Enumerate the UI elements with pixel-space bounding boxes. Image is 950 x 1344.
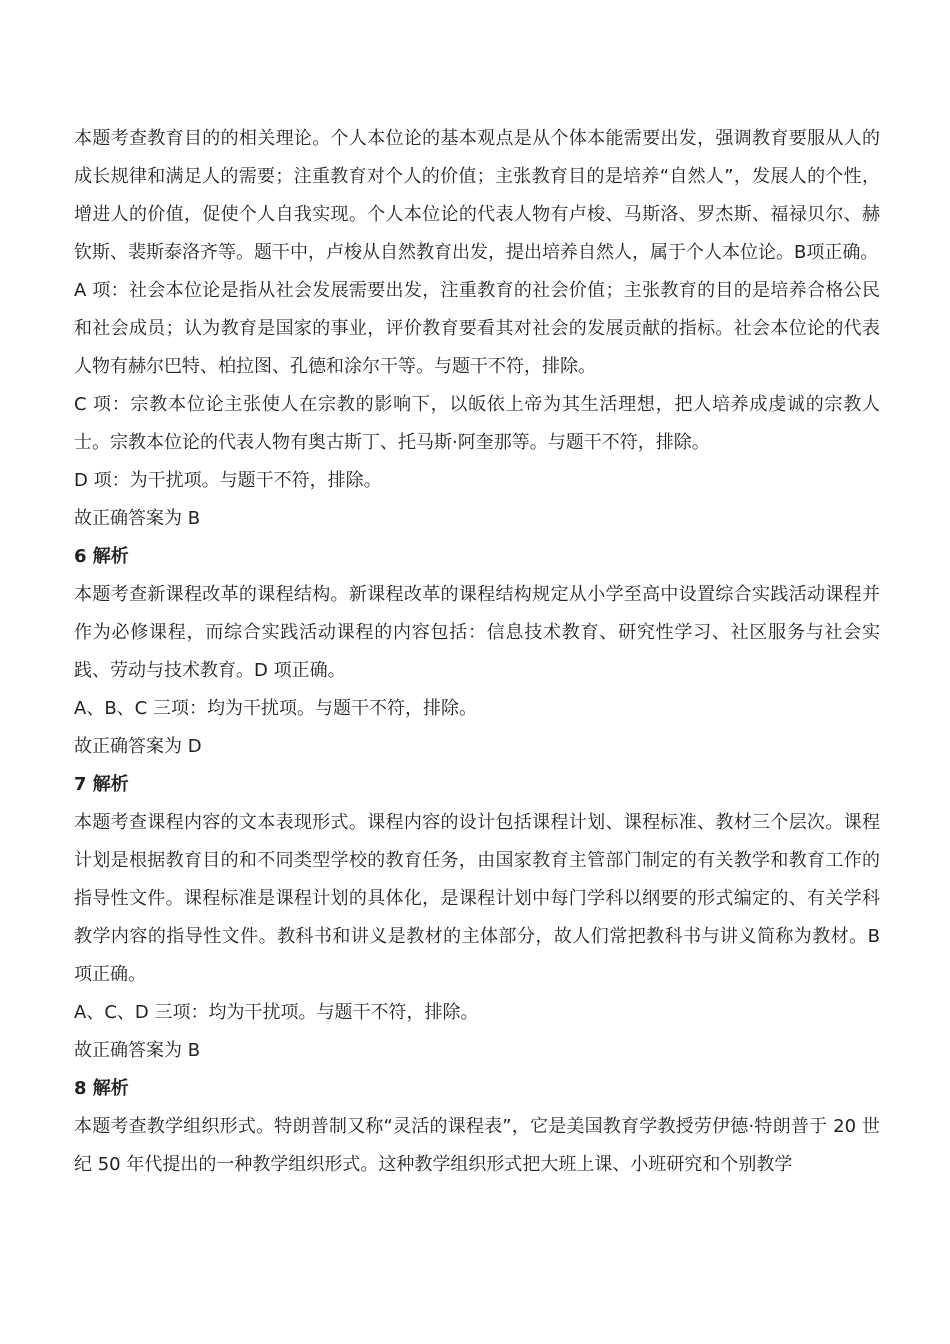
- document-page: [74, 120, 880, 1184]
- paragraph-6-options: A、B、C 三项：均为干扰项。与题干不符，排除。: [74, 698, 477, 719]
- paragraph-7-explanation: 本题考查课程内容的文本表现形式。课程内容的设计包括课程计划、课程标准、教材三个层次。课程计划是根据教育目的和不同类型学校的教育任务，由国家教育主管部门制定的有关教学和教育工作的指导性文件。课程标准是课程计划的具体化，是课程计划中每门学科以纲要的形式编定的、有关学科教学内容的指导性文件。教科书和讲义是教材的主体部分，故人们常把教科书与讲义简称为教材。B 项正确。: [74, 812, 880, 985]
- paragraph-answer-6: 故正确答案为 D: [74, 736, 202, 757]
- heading-8-analysis: 8 解析: [74, 1078, 129, 1099]
- heading-7-analysis: 7 解析: [74, 774, 129, 795]
- heading-6-analysis: 6 解析: [74, 546, 129, 567]
- paragraph-8-explanation: 本题考查教学组织形式。特朗普制又称“灵活的课程表”，它是美国教育学教授劳伊德·特朗普于 20 世纪 50 年代提出的一种教学组织形式。这种教学组织形式把大班上课、小班研究和个别教学: [74, 1116, 880, 1175]
- paragraph-7-options: A、C、D 三项：均为干扰项。与题干不符，排除。: [74, 1002, 479, 1023]
- paragraph-answer-5: 故正确答案为 B: [74, 508, 201, 529]
- paragraph-option-c: C 项：宗教本位论主张使人在宗教的影响下，以皈依上帝为其生活理想，把人培养成虔诚的宗教人士。宗教本位论的代表人物有奥古斯丁、托马斯·阿奎那等。与题干不符，排除。: [74, 394, 880, 453]
- paragraph-answer-5-explanation: 本题考查教育目的的相关理论。个人本位论的基本观点是从个体本能需要出发，强调教育要服从人的成长规律和满足人的需要；注重教育对个人的价值；主张教育目的是培养“自然人”，发展人的个性，增进人的价值，促使个人自我实现。个人本位论的代表人物有卢梭、马斯洛、罗杰斯、福禄贝尔、赫钦斯、裴斯泰洛齐等。题干中，卢梭从自然教育出发，提出培养自然人，属于个人本位论。B项正确。: [74, 128, 880, 263]
- paragraph-option-d: D 项：为干扰项。与题干不符，排除。: [74, 470, 382, 491]
- paragraph-6-explanation: 本题考查新课程改革的课程结构。新课程改革的课程结构规定从小学至高中设置综合实践活动课程并作为必修课程，而综合实践活动课程的内容包括：信息技术教育、研究性学习、社区服务与社会实践、劳动与技术教育。D 项正确。: [74, 584, 880, 681]
- paragraph-option-a: A 项：社会本位论是指从社会发展需要出发，注重教育的社会价值；主张教育的目的是培养合格公民和社会成员；认为教育是国家的事业，评价教育要看其对社会的发展贡献的指标。社会本位论的代表人物有赫尔巴特、柏拉图、孔德和涂尔干等。与题干不符，排除。: [74, 280, 880, 377]
- paragraph-answer-7: 故正确答案为 B: [74, 1040, 201, 1061]
